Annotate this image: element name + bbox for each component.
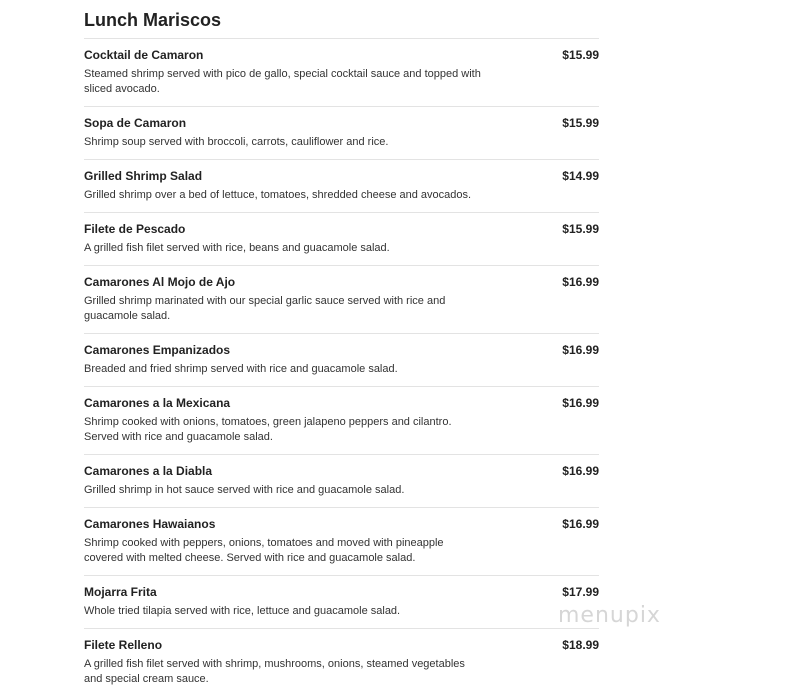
menu-item-name: Camarones Empanizados: [84, 343, 231, 357]
menu-item-description: Grilled shrimp in hot sauce served with rice and guacamole salad.: [84, 484, 405, 496]
menu-item: [84, 386, 599, 454]
menu-item-description: Shrimp cooked with onions, tomatoes, green jalapeno peppers and cilantro. Served with rice and guacamole salad.: [84, 416, 452, 443]
menu-item-header: [84, 342, 599, 359]
menu-item: [84, 106, 599, 159]
menu-item-price: $16.99: [562, 517, 599, 531]
menu-item-name: Filete de Pescado: [84, 222, 186, 236]
menu-item-name: Camarones Hawaianos: [84, 517, 216, 531]
menu-item-header: [84, 274, 599, 291]
menu-item-header: [84, 637, 599, 654]
menu-item-name: Camarones a la Diabla: [84, 464, 213, 478]
menu-item-price: $15.99: [562, 48, 599, 62]
menu-item-header: [84, 516, 599, 533]
menu-item-header: [84, 463, 599, 480]
menu-item-header: [84, 115, 599, 132]
section-title: Lunch Mariscos: [84, 10, 222, 30]
menu-item-name: Sopa de Camaron: [84, 116, 187, 130]
menu-item-price: $15.99: [562, 222, 599, 236]
menu-item: [84, 159, 599, 212]
menu-item-header: [84, 584, 599, 601]
menu-item-name: Mojarra Frita: [84, 585, 157, 599]
watermark-logo: menupix: [558, 603, 661, 628]
menu-item-price: $16.99: [562, 464, 599, 478]
menu-item-name: Grilled Shrimp Salad: [84, 169, 203, 183]
menu-item-price: $16.99: [562, 275, 599, 289]
menu-item-header: [84, 395, 599, 412]
menu-item-name: Filete Relleno: [84, 638, 163, 652]
menu-item-name: Cocktail de Camaron: [84, 48, 204, 62]
menu-item: [84, 575, 599, 628]
menu-item-name: Camarones a la Mexicana: [84, 396, 231, 410]
menu-item-price: $16.99: [562, 396, 599, 410]
menu-item-price: $15.99: [562, 116, 599, 130]
menu-item-description: A grilled fish filet served with rice, beans and guacamole salad.: [84, 242, 390, 254]
menu-item-description: Grilled shrimp marinated with our special garlic sauce served with rice and guacamole salad.: [84, 295, 446, 322]
menu-item-description: Shrimp soup served with broccoli, carrots, cauliflower and rice.: [84, 136, 389, 148]
menu-item-description: Steamed shrimp served with pico de gallo, special cocktail sauce and topped with sliced avocado.: [84, 68, 481, 95]
menu-item: [84, 333, 599, 386]
menu-item-description: Grilled shrimp over a bed of lettuce, tomatoes, shredded cheese and avocados.: [84, 189, 472, 201]
menu-item-description: Shrimp cooked with peppers, onions, tomatoes and moved with pineapple covered with melted cheese. Served with rice and guacamole salad.: [84, 537, 444, 564]
menu-item: [84, 265, 599, 333]
menu-item-price: $14.99: [562, 169, 599, 183]
menu-item: [84, 507, 599, 575]
menu-item-description: Breaded and fried shrimp served with rice and guacamole salad.: [84, 363, 398, 375]
menu-item-name: Camarones Al Mojo de Ajo: [84, 275, 236, 289]
menu-item-header: [84, 221, 599, 238]
menu-item-price: $17.99: [562, 585, 599, 599]
menu-item-description: Whole tried tilapia served with rice, lettuce and guacamole salad.: [84, 605, 401, 617]
menu-item-price: $18.99: [562, 638, 599, 652]
menu-item: [84, 628, 599, 696]
menu-section: [84, 10, 599, 696]
menu-item-header: [84, 168, 599, 185]
menu-item: [84, 38, 599, 106]
menu-item: [84, 212, 599, 265]
menu-item-price: $16.99: [562, 343, 599, 357]
menu-item: [84, 454, 599, 507]
menu-item-header: [84, 47, 599, 64]
menu-item-description: A grilled fish filet served with shrimp, mushrooms, onions, steamed vegetables and special cream sauce.: [84, 658, 465, 685]
